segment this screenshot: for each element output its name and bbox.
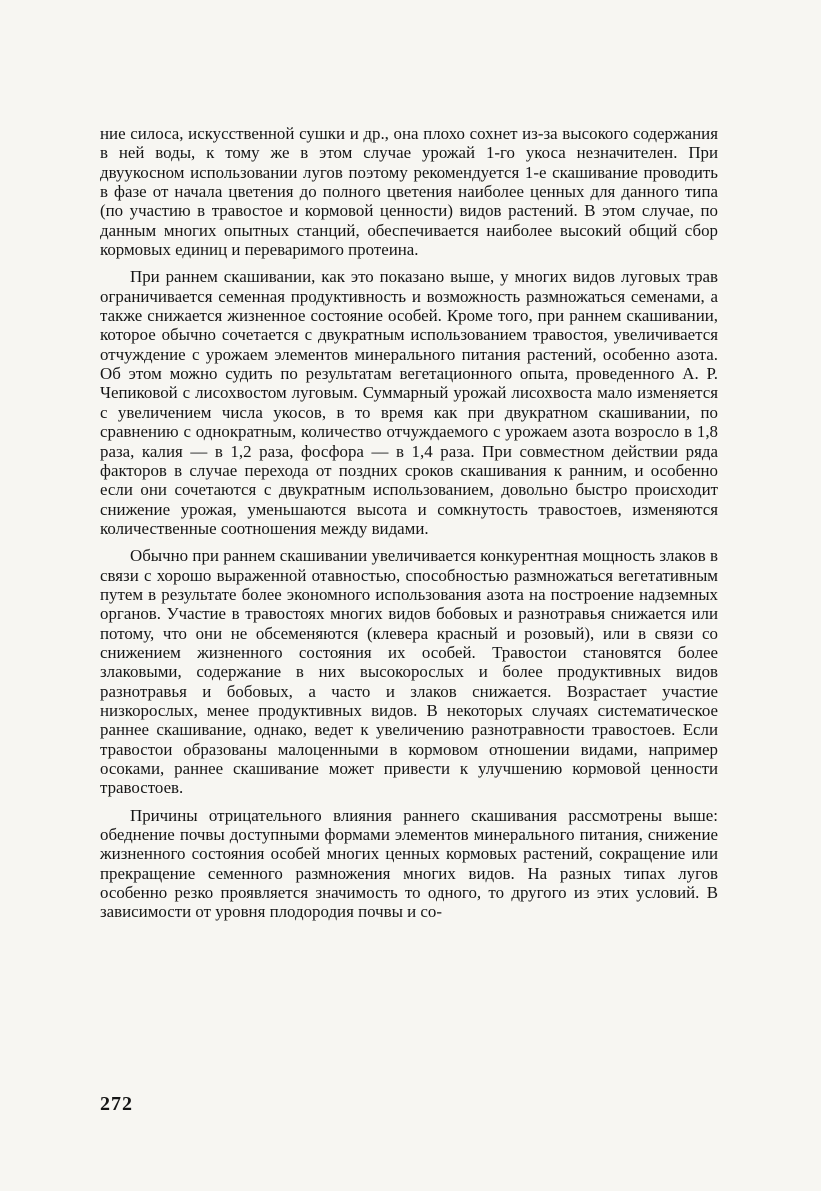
page-number: 272 <box>100 1093 133 1115</box>
paragraph-continuation: ние силоса, искусственной сушки и др., она плохо сохнет из-за высокого содержания в ней воды, к тому же в этом случае урожай 1-го укоса незначителен. При двуукосном использовании лугов поэтому рекомендуется 1-е скашивание проводить в фазе от начала цветения до полного цветения наиболее ценных для данного типа (по участию в травостое и кормовой ценности) видов растений. В этом случае, по данным многих опытных станций, обеспечивается наиболее высокий общий сбор кормовых единиц и переваримого протеина. <box>100 124 718 260</box>
paragraph-negative-causes: Причины отрицательного влияния раннего скашивания рассмотрены выше: обеднение почвы доступными формами элементов минерального питания, снижение жизненного состояния особей многих ценных кормовых растений, сокращение или прекращение семенного размножения многих видов. На разных типах лугов особенно резко проявляется значимость то одного, то другого из этих условий. В зависимости от уровня плодородия почвы и со- <box>100 805 718 922</box>
paragraph-grass-competition: Обычно при раннем скашивании увеличивается конкурентная мощность злаков в связи с хорошо выраженной отавностью, способностью размножаться вегетативным путем в результате более экономного использования азота на построение надземных органов. Участие в травостоях многих видов бобовых и разнотравья снижается или потому, что они не обсеменяются (клевера красный и розовый), или в связи со снижением жизненного состояния их особей. Травостои становятся более злаковыми, содержание в них высокорослых и более продуктивных видов разнотравья и бобовых, а часто и злаков снижается. Возрастает участие низкорослых, менее продуктивных видов. В некоторых случаях систематическое раннее скашивание, однако, ведет к увеличению разнотравности травостоев. Если травостои образованы малоценными в кормовом отношении видами, например осоками, раннее скашивание может привести к улучшению кормовой ценности травостоев. <box>100 546 718 798</box>
paragraph-early-mowing: При раннем скашивании, как это показано выше, у многих видов луговых трав ограничивается семенная продуктивность и возможность размножаться семенами, а также снижается жизненное состояние особей. Кроме того, при раннем скашивании, которое обычно сочетается с двукратным использованием травостоя, увеличивается отчуждение с урожаем элементов минерального питания растений, особенно азота. Об этом можно судить по результатам вегетационного опыта, проведенного А. Р. Чепиковой с лисохвостом луговым. Суммарный урожай лисохвоста мало изменяется с увеличением числа укосов, в то время как при двукратном скашивании, по сравнению с однократным, количество отчуждаемого с урожаем азота возросло в 1,8 раза, калия — в 1,2 раза, фосфора — в 1,4 раза. При совместном действии ряда факторов в случае перехода от поздних сроков скашивания к ранним, и особенно если они сочетаются с двукратным использованием, довольно быстро происходит снижение урожая, уменьшаются высота и сомкнутость травостоев, изменяются количественные соотношения между видами. <box>100 267 718 538</box>
page-body <box>100 124 718 922</box>
